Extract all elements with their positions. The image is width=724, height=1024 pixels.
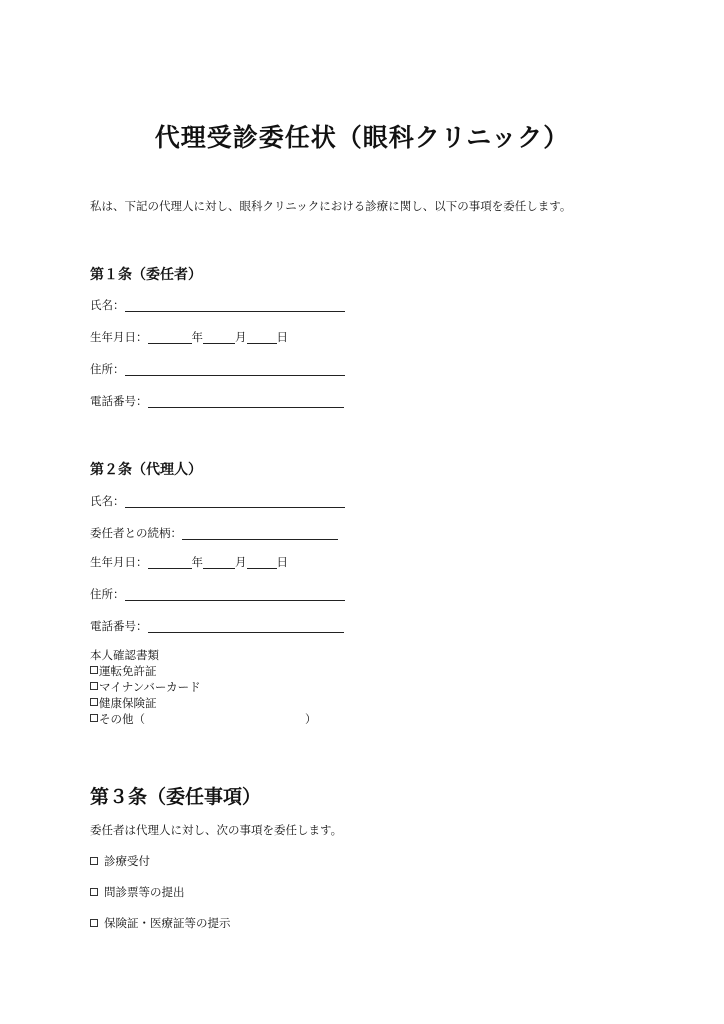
- agent-address-label: 住所：: [90, 587, 125, 601]
- article1-heading: 第１条（委任者）: [90, 267, 202, 283]
- principal-phone-field[interactable]: [90, 393, 344, 409]
- delegation-item[interactable]: 診療受付: [90, 853, 150, 869]
- delegation-item[interactable]: 保険証・医療証等の提示: [90, 915, 231, 931]
- agent-dob-label: 生年月日：: [90, 555, 148, 569]
- id-doc-option[interactable]: マイナンバーカード: [90, 679, 317, 695]
- article2-heading: 第２条（代理人）: [90, 462, 202, 478]
- checkbox-icon[interactable]: [90, 888, 98, 896]
- checkbox-icon[interactable]: [90, 698, 98, 706]
- checkbox-icon[interactable]: [90, 682, 98, 690]
- id-documents-heading: 本人確認書類: [90, 648, 159, 662]
- agent-dob-day-line[interactable]: [247, 557, 277, 569]
- agent-relation-field[interactable]: [90, 525, 338, 541]
- principal-name-label: 氏名：: [90, 298, 125, 312]
- principal-phone-line[interactable]: [148, 396, 344, 408]
- principal-phone-label: 電話番号：: [90, 394, 148, 408]
- checkbox-icon[interactable]: [90, 666, 98, 674]
- id-doc-option-other[interactable]: その他（ ）: [90, 711, 317, 727]
- agent-phone-field[interactable]: [90, 618, 344, 634]
- principal-dob-field[interactable]: [90, 329, 288, 345]
- agent-relation-label: 委任者との続柄：: [90, 526, 182, 540]
- checkbox-icon[interactable]: [90, 857, 98, 865]
- day-label: 日: [276, 330, 288, 344]
- agent-name-line[interactable]: [125, 496, 345, 508]
- agent-phone-label: 電話番号：: [90, 619, 148, 633]
- principal-dob-day-line[interactable]: [247, 332, 277, 344]
- year-label: 年: [191, 555, 203, 569]
- principal-dob-year-line[interactable]: [148, 332, 192, 344]
- principal-dob-label: 生年月日：: [90, 330, 148, 344]
- checkbox-icon[interactable]: [90, 919, 98, 927]
- agent-phone-line[interactable]: [148, 621, 344, 633]
- principal-dob-month-line[interactable]: [203, 332, 235, 344]
- article3-heading: 第３条（委任事項）: [90, 786, 262, 808]
- year-label: 年: [191, 330, 203, 344]
- intro-text: 私は、下記の代理人に対し、眼科クリニックにおける診療に関し、以下の事項を委任します。: [90, 199, 572, 213]
- month-label: 月: [235, 555, 247, 569]
- checkbox-icon[interactable]: [90, 714, 98, 722]
- day-label: 日: [276, 555, 288, 569]
- agent-dob-field[interactable]: [90, 554, 288, 570]
- principal-address-field[interactable]: [90, 361, 345, 377]
- agent-relation-line[interactable]: [182, 528, 338, 540]
- principal-address-line[interactable]: [125, 364, 345, 376]
- article3-lead: 委任者は代理人に対し、次の事項を委任します。: [90, 823, 343, 837]
- principal-address-label: 住所：: [90, 362, 125, 376]
- document-title: 代理受診委任状（眼科クリニック）: [154, 123, 570, 152]
- id-doc-option[interactable]: 健康保険証: [90, 695, 317, 711]
- delegation-item[interactable]: 問診票等の提出: [90, 884, 185, 900]
- agent-dob-year-line[interactable]: [148, 557, 192, 569]
- principal-name-field[interactable]: [90, 297, 345, 313]
- id-documents-list: [90, 647, 317, 727]
- agent-address-field[interactable]: [90, 586, 345, 602]
- principal-name-line[interactable]: [125, 300, 345, 312]
- agent-name-label: 氏名：: [90, 494, 125, 508]
- month-label: 月: [235, 330, 247, 344]
- id-doc-option[interactable]: 運転免許証: [90, 663, 317, 679]
- agent-dob-month-line[interactable]: [203, 557, 235, 569]
- agent-name-field[interactable]: [90, 493, 345, 509]
- agent-address-line[interactable]: [125, 589, 345, 601]
